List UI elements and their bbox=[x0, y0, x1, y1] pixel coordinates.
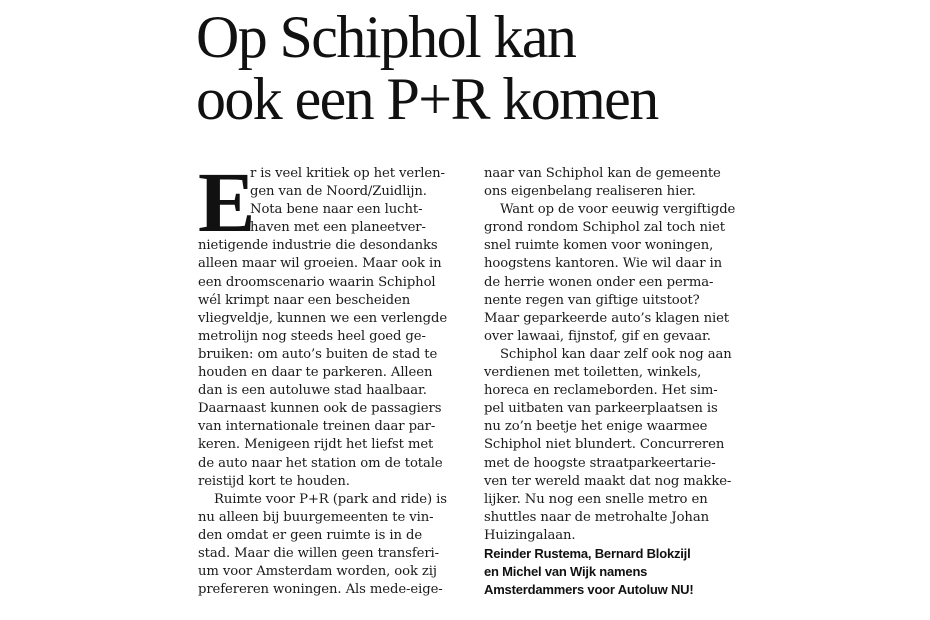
left-column bbox=[198, 154, 460, 599]
text-line: verdienen met toiletten, winkels, bbox=[484, 365, 702, 381]
text-line: prefereren woningen. Als mede-eige- bbox=[198, 582, 443, 598]
text-line: shuttles naar de metrohalte Johan bbox=[484, 509, 709, 525]
text-line: Nota bene naar een lucht- bbox=[250, 202, 423, 218]
text-line: Huizingalaan. bbox=[484, 527, 576, 543]
text-line: met de hoogste straatparkeertarie- bbox=[484, 455, 716, 471]
text-line: r is veel kritiek op het verlen- bbox=[250, 166, 445, 181]
text-line: alleen maar wil groeien. Maar ook in bbox=[198, 256, 442, 272]
text-line: naar van Schiphol kan de gemeente bbox=[484, 166, 721, 181]
text-line: keren. Menigeen rijdt het liefst met bbox=[198, 437, 434, 453]
text-line: nietigende industrie die desondanks bbox=[198, 238, 438, 254]
text-line: nente regen van giftige uitstoot? bbox=[484, 292, 700, 308]
signature-line: Amsterdammers voor Autoluw NU! bbox=[484, 582, 694, 598]
text-line: metrolijn nog steeds heel goed ge- bbox=[198, 328, 426, 344]
text-line: gen van de Noord/Zuidlijn. bbox=[250, 184, 427, 200]
text-line: horeca en reclameborden. Het sim- bbox=[484, 383, 718, 399]
text-line: vliegveldje, kunnen we een verlengde bbox=[198, 310, 448, 326]
signature-line: en Michel van Wijk namens bbox=[484, 564, 648, 580]
text-line: um voor Amsterdam worden, ook zij bbox=[198, 564, 437, 580]
right-column bbox=[484, 165, 746, 599]
text-line: ven ter wereld maakt dat nog makke- bbox=[484, 473, 732, 489]
text-line: snel ruimte komen voor woningen, bbox=[484, 238, 714, 254]
text-line: reistijd kort te houden. bbox=[198, 473, 350, 489]
text-line: de auto naar het station om de totale bbox=[198, 455, 443, 471]
text-line: Want op de voor eeuwig vergiftigde bbox=[500, 202, 736, 218]
text-line: van internationale treinen daar par- bbox=[198, 419, 436, 435]
text-line: bruiken: om auto’s buiten de stad te bbox=[198, 346, 438, 362]
headline-line: Op Schiphol kan bbox=[196, 4, 576, 70]
text-line: Schiphol niet blundert. Concurreren bbox=[484, 437, 725, 453]
text-line: Schiphol kan daar zelf ook nog aan bbox=[500, 346, 732, 362]
signature-line: Reinder Rustema, Bernard Blokzijl bbox=[484, 545, 691, 561]
text-line: Maar geparkeerde auto’s klagen niet bbox=[484, 310, 729, 326]
text-line: dan is een autoluwe stad haalbaar. bbox=[198, 383, 427, 399]
text-line: nu zo’n beetje het enige waarmee bbox=[484, 419, 708, 435]
text-line: Daarnaast kunnen ook de passagiers bbox=[198, 401, 442, 417]
text-line: een droomscenario waarin Schiphol bbox=[198, 274, 436, 290]
signature bbox=[484, 545, 746, 599]
text-line: houden en daar te parkeren. Alleen bbox=[198, 365, 433, 381]
text-line: de herrie wonen onder een perma- bbox=[484, 274, 714, 290]
text-line: Ruimte voor P+R (park and ride) is bbox=[214, 491, 447, 507]
headline-line: ook een P+R komen bbox=[196, 66, 658, 132]
text-line: wél krimpt naar een bescheiden bbox=[198, 292, 411, 308]
text-line: pel uitbaten van parkeerplaatsen is bbox=[484, 401, 718, 417]
text-line: haven met een planeetver- bbox=[250, 220, 426, 236]
headline bbox=[196, 6, 756, 130]
text-line: stad. Maar die willen geen transferi- bbox=[198, 545, 439, 561]
text-line: lijker. Nu nog een snelle metro en bbox=[484, 491, 708, 507]
text-line: ons eigenbelang realiseren hier. bbox=[484, 184, 696, 200]
text-line: den omdat er geen ruimte is in de bbox=[198, 527, 423, 543]
drop-cap: E bbox=[198, 154, 256, 250]
text-line: over lawaai, fijnstof, gif en gevaar. bbox=[484, 328, 711, 344]
text-line: nu alleen bij buurgemeenten te vin- bbox=[198, 509, 434, 525]
text-line: grond rondom Schiphol zal toch niet bbox=[484, 220, 725, 236]
right-column-text bbox=[484, 165, 746, 545]
text-line: hoogstens kantoren. Wie wil daar in bbox=[484, 256, 723, 272]
